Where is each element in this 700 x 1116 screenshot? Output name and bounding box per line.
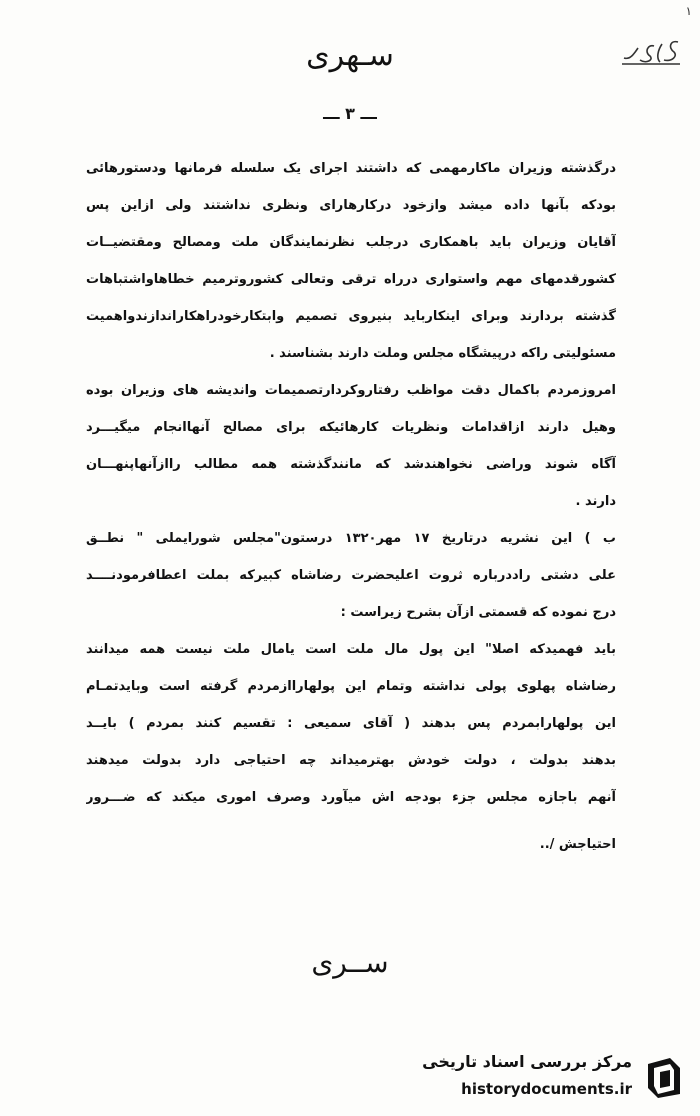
body-line: دارند . <box>575 494 616 509</box>
body-line: علی دشتی راددرباره ثروت اعلیحضرت رضاشاه کبیرکه بملت اعطافرمودنــــد <box>86 568 616 583</box>
body-line: گذشته بردارند وبرای اینکارباید بنیروی تصمیم وابتکارخودراهکاراندازندواهمیت <box>86 309 616 324</box>
body-line: این پولهارابمردم پس بدهند ( آقای سمیعی : تقسیم کنند بمردم ) بایــد <box>86 716 616 731</box>
classification-footer-mark: ســری <box>311 946 389 979</box>
body-line: بدهند بدولت ، دولت خودش بهترمیداند چه احتیاجی دارد بدولت میدهند <box>86 753 616 768</box>
body-line: آقایان وزیران باید باهمکاری درجلب نظرنمایندگان ملت ومصالح ومقتضیــات <box>86 235 616 250</box>
body-line: بودکه بآنها داده میشد وازخود درکارهارای ونظری نداشتند ولی ازاین پس <box>86 198 616 213</box>
body-line: آنهم باجازه مجلس جزء بودجه اش میآورد وصرف اموری میکند که ضـــرور <box>86 790 616 805</box>
body-line: امروزمردم باکمال دقت مواظب رفتاروکردارتصمیمات واندیشه های وزیران بوده <box>86 383 616 398</box>
body-line: درگذشته وزیران ماکارمهمی که داشتند اجرای یک سلسله فرمانها ودستورهائی <box>86 161 616 176</box>
body-line: ب ) این نشریه درتاریخ ۱۷ مهر۱۳۲۰ درستون"مجلس شورایملی " نطــق <box>86 531 616 546</box>
archive-logo-icon <box>640 1054 688 1102</box>
body-line: مسئولیتی راکه درپیشگاه مجلس وملت دارند بشناسند . <box>269 346 616 361</box>
body-line: آگاه شوند وراضی نخواهندشد که مانندگذشته همه مطالب راازآنهاپنهـــان <box>86 457 616 472</box>
body-line: باید فهمیدکه اصلا" این پول مال ملت است یامال ملت نیست همه میدانند <box>86 642 616 657</box>
archive-url: historydocuments.ir <box>461 1080 632 1098</box>
archive-logo <box>398 1050 688 1108</box>
body-line: وهیل دارند ازاقدامات ونظریات کارهائیکه برای مصالح آنهاانجام میگیـــرد <box>86 420 616 435</box>
classification-heading: سـهری <box>306 38 394 73</box>
corner-page-mark: ۱ <box>685 4 692 18</box>
body-line: کشورقدمهای مهم واستواری درراه ترقی وتعالی کشوروترمیم خطاهاواشتباهات <box>86 272 616 287</box>
body-line: احتیاجش /.. <box>539 837 616 852</box>
body-line: رضاشاه پهلوی پولی نداشته وتمام این پولهاراازمردم گرفته است وبایدتمـام <box>86 679 616 694</box>
page-number: ـــ ۳ ـــ <box>323 104 377 123</box>
archive-name: مرکز بررسی اسناد تاریخی <box>422 1052 632 1071</box>
document-body <box>86 150 616 863</box>
body-line: درج نموده که قسمتی ازآن بشرح زیراست : <box>340 605 616 620</box>
